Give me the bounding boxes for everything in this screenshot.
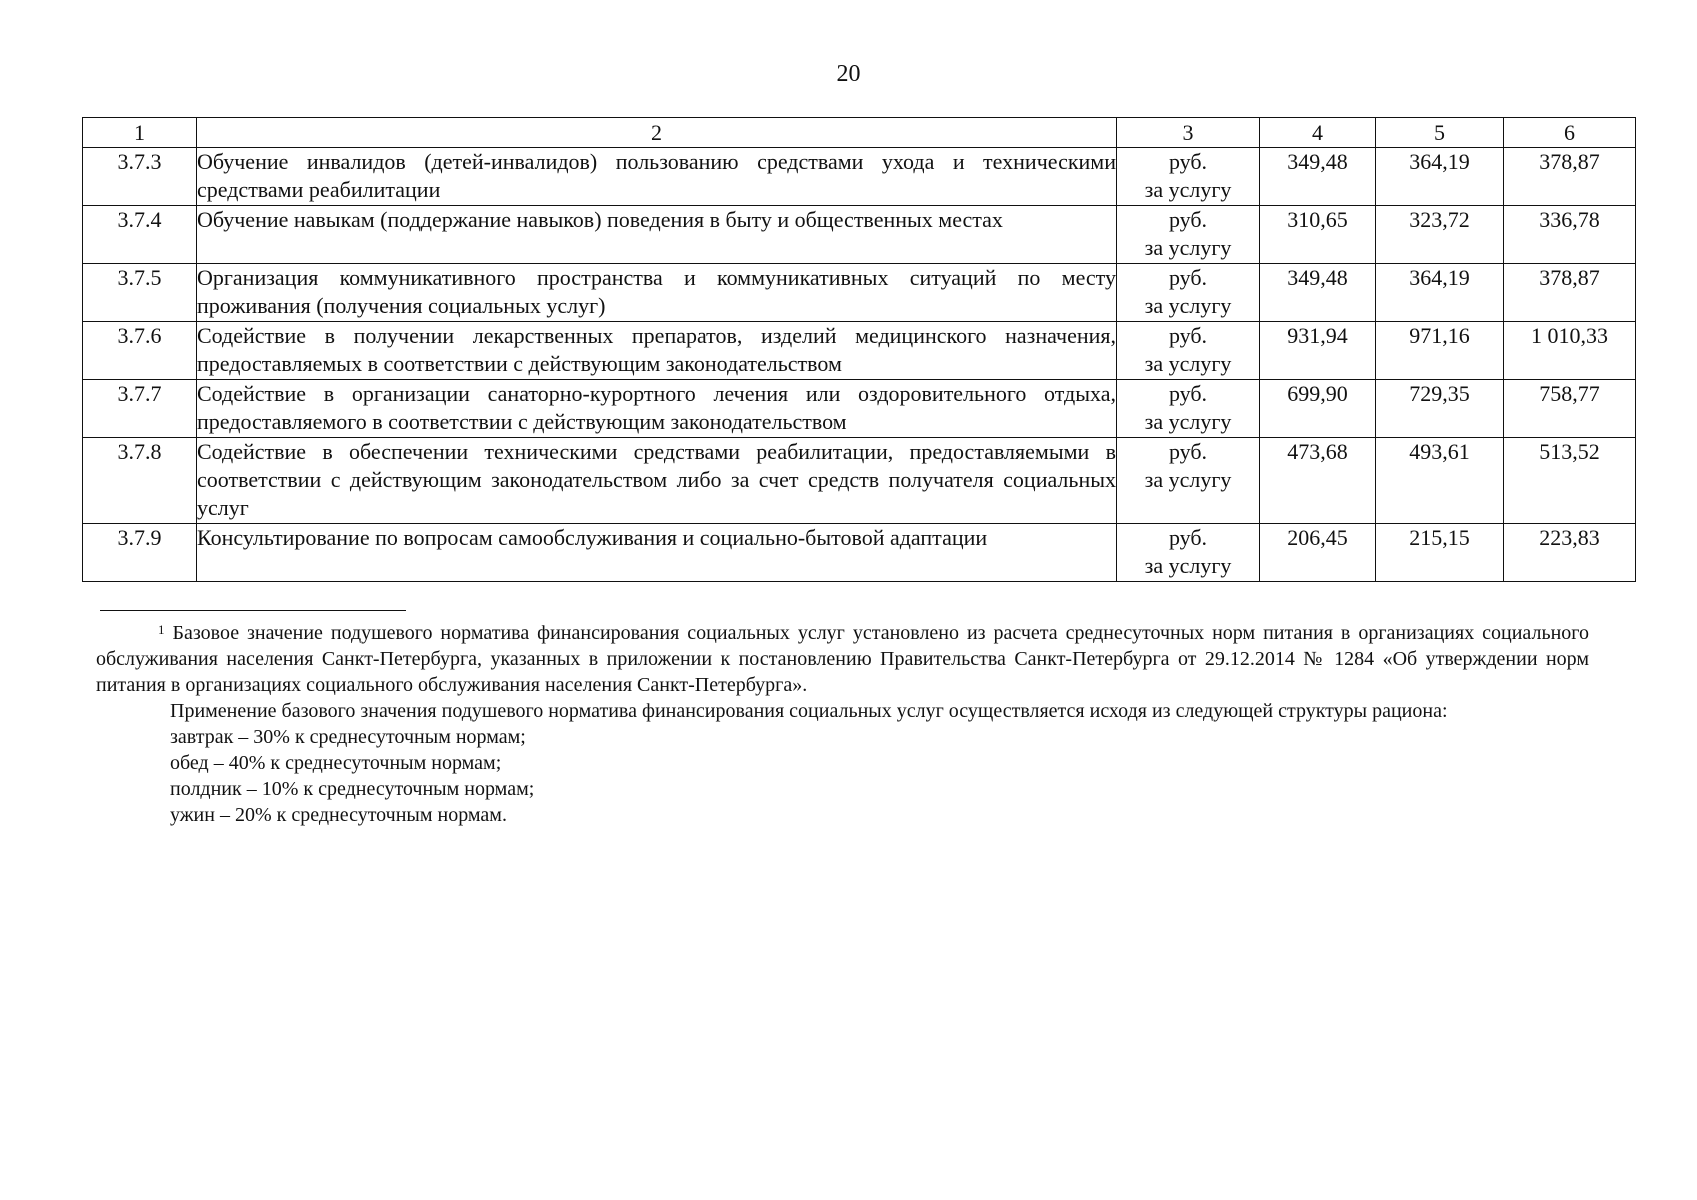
- service-code-cell: 3.7.5: [83, 264, 197, 322]
- unit-cell: [1117, 264, 1260, 322]
- unit-currency: руб.: [1168, 439, 1208, 464]
- table-row: [83, 524, 1636, 582]
- service-code-cell: 3.7.7: [83, 380, 197, 438]
- tariff-col5-cell: 729,35: [1376, 380, 1504, 438]
- footnote-paragraph-snack: полдник – 10% к среднесуточным нормам;: [170, 778, 535, 800]
- service-code-cell: 3.7.6: [83, 322, 197, 380]
- tariff-col6-cell: 1 010,33: [1504, 322, 1636, 380]
- unit-currency: руб.: [1168, 207, 1208, 232]
- header-cell-4: 4: [1260, 118, 1376, 148]
- service-code-cell: 3.7.4: [83, 206, 197, 264]
- footnote-mark: 1: [158, 622, 165, 637]
- tariff-col5-cell: 215,15: [1376, 524, 1504, 582]
- table-row: [83, 206, 1636, 264]
- tariff-col4-cell: 931,94: [1260, 322, 1376, 380]
- service-name-cell: Содействие в организации санаторно-курортного лечения или оздоровительного отдыха, предоставляемого в соответствии с действующим законодательством: [197, 380, 1117, 438]
- tariff-col6-cell: 513,52: [1504, 438, 1636, 524]
- header-cell-1: 1: [83, 118, 197, 148]
- unit-currency: руб.: [1168, 525, 1208, 550]
- unit-currency: руб.: [1168, 149, 1208, 174]
- tariff-col4-cell: 206,45: [1260, 524, 1376, 582]
- tariff-col4-cell: 310,65: [1260, 206, 1376, 264]
- unit-currency: руб.: [1168, 265, 1208, 290]
- footnote-separator: [100, 610, 406, 611]
- table-row: [83, 148, 1636, 206]
- tariff-col4-cell: 349,48: [1260, 264, 1376, 322]
- service-name-cell: Обучение инвалидов (детей-инвалидов) пользованию средствами ухода и техническими средствами реабилитации: [197, 148, 1117, 206]
- table-row: [83, 380, 1636, 438]
- tariff-col6-cell: 378,87: [1504, 264, 1636, 322]
- tariff-col4-cell: 699,90: [1260, 380, 1376, 438]
- tariff-col4-cell: 473,68: [1260, 438, 1376, 524]
- service-name-cell: Содействие в получении лекарственных препаратов, изделий медицинского назначения, предоставляемых в соответствии с действующим законодательством: [197, 322, 1117, 380]
- tariff-col5-cell: 971,16: [1376, 322, 1504, 380]
- tariff-col6-cell: 378,87: [1504, 148, 1636, 206]
- table-row: [83, 438, 1636, 524]
- tariff-col5-cell: 493,61: [1376, 438, 1504, 524]
- footnote-main-paragraph: [96, 620, 1589, 698]
- footnote-main-text: Базовое значение подушевого норматива финансирования социальных услуг установлено из расчета среднесуточных норм питания в организациях социального обслуживания населения Санкт-Петербурга, указанных в приложении к постановлению Правительства Санкт-Петербурга от 29.12.2014 № 1284 «Об утверждении норм питания в организациях социального обслуживания населения Санкт-Петербурга».: [96, 622, 1589, 696]
- service-name-cell: Обучение навыкам (поддержание навыков) поведения в быту и общественных местах: [197, 206, 1117, 264]
- unit-per-service: за услугу: [1144, 177, 1232, 202]
- header-cell-2: 2: [197, 118, 1117, 148]
- unit-per-service: за услугу: [1144, 553, 1232, 578]
- table-row: [83, 264, 1636, 322]
- service-name-cell: Содействие в обеспечении техническими средствами реабилитации, предоставляемыми в соответствии с действующим законодательством либо за счет средств получателя социальных услуг: [197, 438, 1117, 524]
- service-code-cell: 3.7.3: [83, 148, 197, 206]
- table-header-row: [83, 118, 1636, 148]
- tariff-col5-cell: 323,72: [1376, 206, 1504, 264]
- footnote: [96, 620, 1589, 828]
- unit-cell: [1117, 438, 1260, 524]
- unit-per-service: за услугу: [1144, 293, 1232, 318]
- unit-per-service: за услугу: [1144, 409, 1232, 434]
- service-name-cell: Консультирование по вопросам самообслуживания и социально-бытовой адаптации: [197, 524, 1117, 582]
- unit-per-service: за услугу: [1144, 351, 1232, 376]
- unit-currency: руб.: [1168, 323, 1208, 348]
- service-code-cell: 3.7.8: [83, 438, 197, 524]
- unit-per-service: за услугу: [1144, 235, 1232, 260]
- tariff-col6-cell: 223,83: [1504, 524, 1636, 582]
- tariff-table: [82, 117, 1636, 582]
- unit-currency: руб.: [1168, 381, 1208, 406]
- header-cell-6: 6: [1504, 118, 1636, 148]
- service-code-cell: 3.7.9: [83, 524, 197, 582]
- tariff-col6-cell: 336,78: [1504, 206, 1636, 264]
- tariff-col4-cell: 349,48: [1260, 148, 1376, 206]
- footnote-paragraph-lunch: обед – 40% к среднесуточным нормам;: [170, 752, 502, 774]
- footnote-paragraph-dinner: ужин – 20% к среднесуточным нормам.: [170, 804, 507, 826]
- unit-cell: [1117, 206, 1260, 264]
- unit-cell: [1117, 148, 1260, 206]
- footnote-paragraph-breakfast: завтрак – 30% к среднесуточным нормам;: [170, 726, 526, 748]
- unit-cell: [1117, 322, 1260, 380]
- page-number: 20: [836, 61, 861, 87]
- tariff-table-body: [83, 118, 1636, 582]
- tariff-col6-cell: 758,77: [1504, 380, 1636, 438]
- tariff-col5-cell: 364,19: [1376, 148, 1504, 206]
- footnote-paragraph-ration-structure: Применение базового значения подушевого норматива финансирования социальных услуг осуществляется исходя из следующей структуры рациона:: [170, 700, 1448, 722]
- unit-cell: [1117, 524, 1260, 582]
- tariff-col5-cell: 364,19: [1376, 264, 1504, 322]
- service-name-cell: Организация коммуникативного пространства и коммуникативных ситуаций по месту проживания (получения социальных услуг): [197, 264, 1117, 322]
- header-cell-3: 3: [1117, 118, 1260, 148]
- header-cell-5: 5: [1376, 118, 1504, 148]
- unit-per-service: за услугу: [1144, 467, 1232, 492]
- unit-cell: [1117, 380, 1260, 438]
- table-row: [83, 322, 1636, 380]
